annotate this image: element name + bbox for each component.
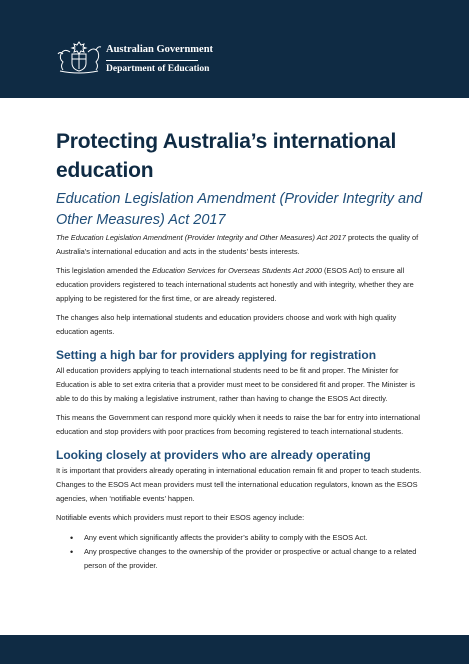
section-heading-registration: Setting a high bar for providers applying for registration <box>56 348 377 362</box>
section-1-paragraph-2: This means the Government can respond more quickly when it needs to raise the bar for entry into international education and stop providers with poor practices from becoming registered to teach international students. <box>56 413 420 436</box>
government-name: Australian Government <box>106 44 214 55</box>
list-item-text: Any prospective changes to the ownership of the provider or prospective or actual change to a related person of the provider. <box>84 547 417 570</box>
bullet-icon: • <box>70 533 74 543</box>
intro-paragraph-3: The changes also help international students and education providers choose and work with high quality education agents. <box>56 313 397 336</box>
bullet-icon: • <box>70 547 74 557</box>
intro-paragraph-2-before: This legislation amended the <box>56 266 153 275</box>
footer-band <box>0 635 469 664</box>
page-subtitle: Education Legislation Amendment (Provider Integrity and Other Measures) Act 2017 <box>56 191 423 228</box>
coat-of-arms-icon <box>54 40 104 74</box>
intro-paragraph-2 <box>56 264 424 306</box>
section-1-paragraph-1: All education providers applying to teach international students need to be fit and proper. The Minister for Education is able to set extra criteria that a provider must meet to be considered fit and proper. The Minister is able to do this by making a legislative instrument, rather than having to change the ESOS Act directly. <box>56 366 415 403</box>
department-name: Department of Education <box>106 64 210 74</box>
intro-paragraph-1 <box>56 231 424 259</box>
act-name-italic: The Education Legislation Amendment (Provider Integrity and Other Measures) Act 2017 <box>56 233 346 242</box>
page-title: Protecting Australia’s international education <box>56 130 397 182</box>
section-heading-operating: Looking closely at providers who are already operating <box>56 448 371 462</box>
intro-paragraph-2-after: (ESOS Act) to ensure all education providers registered to teach international students act honestly and with integrity, whether they are applying to be registered for the first time, or are already registered. <box>56 266 414 303</box>
section-2-paragraph-1: It is important that providers already operating in international education remain fit and proper to teach students. Changes to the ESOS Act mean providers must tell the international education regulators, known as the ESOS agencies, when ‘notifiable events’ happen. <box>56 466 422 503</box>
notifiable-events-list <box>56 531 424 573</box>
header-banner <box>0 0 469 98</box>
section-2-paragraph-2: Notifiable events which providers must report to their ESOS agency include: <box>56 513 305 522</box>
document-body <box>56 127 424 573</box>
list-item <box>56 531 424 545</box>
list-item <box>56 545 424 573</box>
list-item-text: Any event which significantly affects the provider’s ability to comply with the ESOS Act. <box>84 533 368 542</box>
intro-paragraph-1-text: protects the quality of Australia’s international education and acts in the students’ bests interests. <box>56 233 419 256</box>
header-divider <box>106 60 198 61</box>
esos-act-italic: Education Services for Overseas Students Act 2000 <box>152 266 322 275</box>
